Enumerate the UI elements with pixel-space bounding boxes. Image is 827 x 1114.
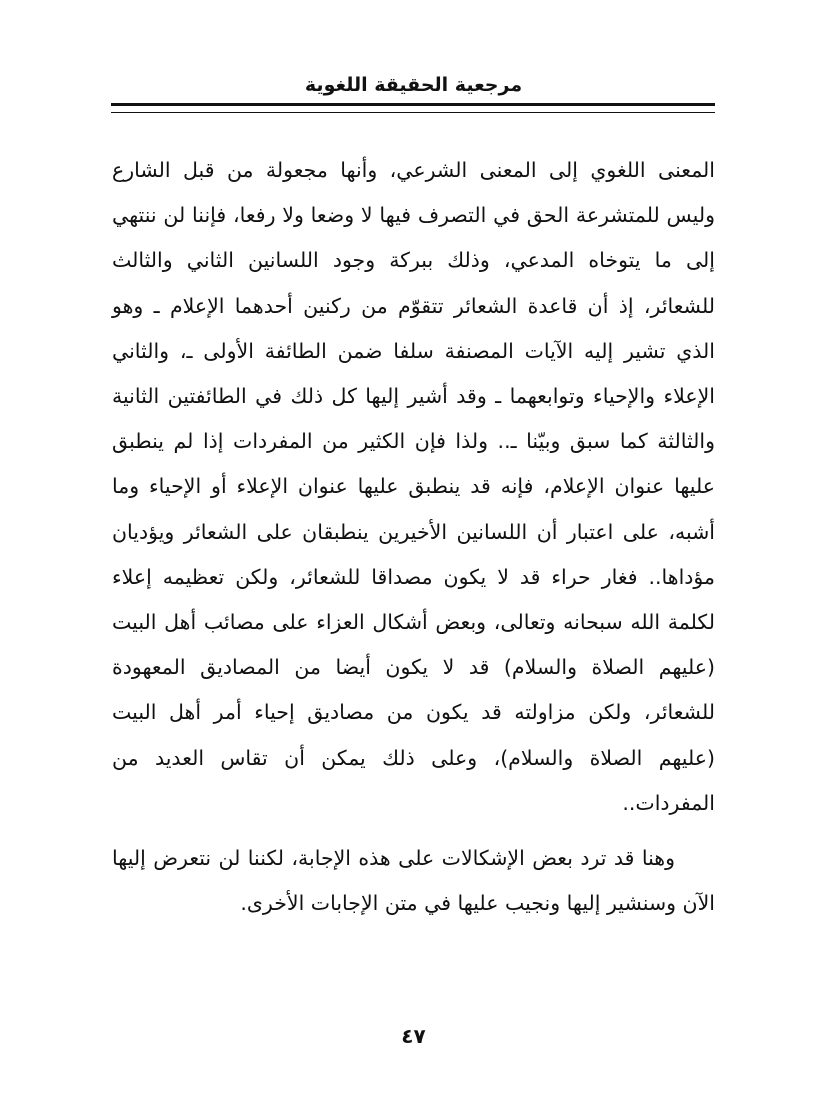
paragraph-1: المعنى اللغوي إلى المعنى الشرعي، وأنها مجعولة من قبل الشارع وليس للمتشرعة الحق في التصرف فيها لا وضعا ولا رفعا، فإننا لن ننتهي إلى ما يتوخاه المدعي، وذلك ببركة وجود اللسانين الثاني والثالث للشعائر، إذ أن قاعدة الشعائر تتقوّم من ركنين أحدهما الإعلام ـ وهو الذي تشير إليه الآيات المصنفة سلفا ضمن الطائفة الأولى ـ، والثاني الإعلاء والإحياء وتوابعهما ـ وقد أشير إليها كل ذلك في الطائفتين الثانية والثالثة كما سبق وبيّنا ـ.. ولذا فإن الكثير من المفردات إذا لم ينطبق عليها عنوان الإعلام، فإنه قد ينطبق عليها عنوان الإعلاء أو الإحياء وما أشبه، على اعتبار أن اللسانين الأخيرين ينطبقان على الشعائر ويؤديان مؤداها.. فغار حراء قد لا يكون مصداقا للشعائر، ولكن تعظيمه إعلاء لكلمة الله سبحانه وتعالى، وبعض أشكال العزاء على مصائب أهل البيت (عليهم الصلاة والسلام) قد لا يكون أيضا من المصاديق المعهودة للشعائر، ولكن مزاولته قد يكون من مصاديق إحياء أمر أهل البيت (عليهم الصلاة والسلام)، وعلى ذلك يمكن أن تقاس العديد من المفردات.. bbox=[112, 158, 715, 815]
page-number: ٤٧ bbox=[401, 1024, 426, 1048]
header-rule-thin bbox=[111, 112, 715, 113]
running-header-title: مرجعية الحقيقة اللغوية bbox=[304, 74, 523, 96]
body-text bbox=[112, 148, 715, 926]
paragraph-2: وهنا قد ترد بعض الإشكالات على هذه الإجابة، لكننا لن نتعرض إليها الآن وسنشير إليها ونجيب عليها في متن الإجابات الأخرى. bbox=[112, 846, 715, 916]
header-rule-thick bbox=[111, 103, 715, 106]
